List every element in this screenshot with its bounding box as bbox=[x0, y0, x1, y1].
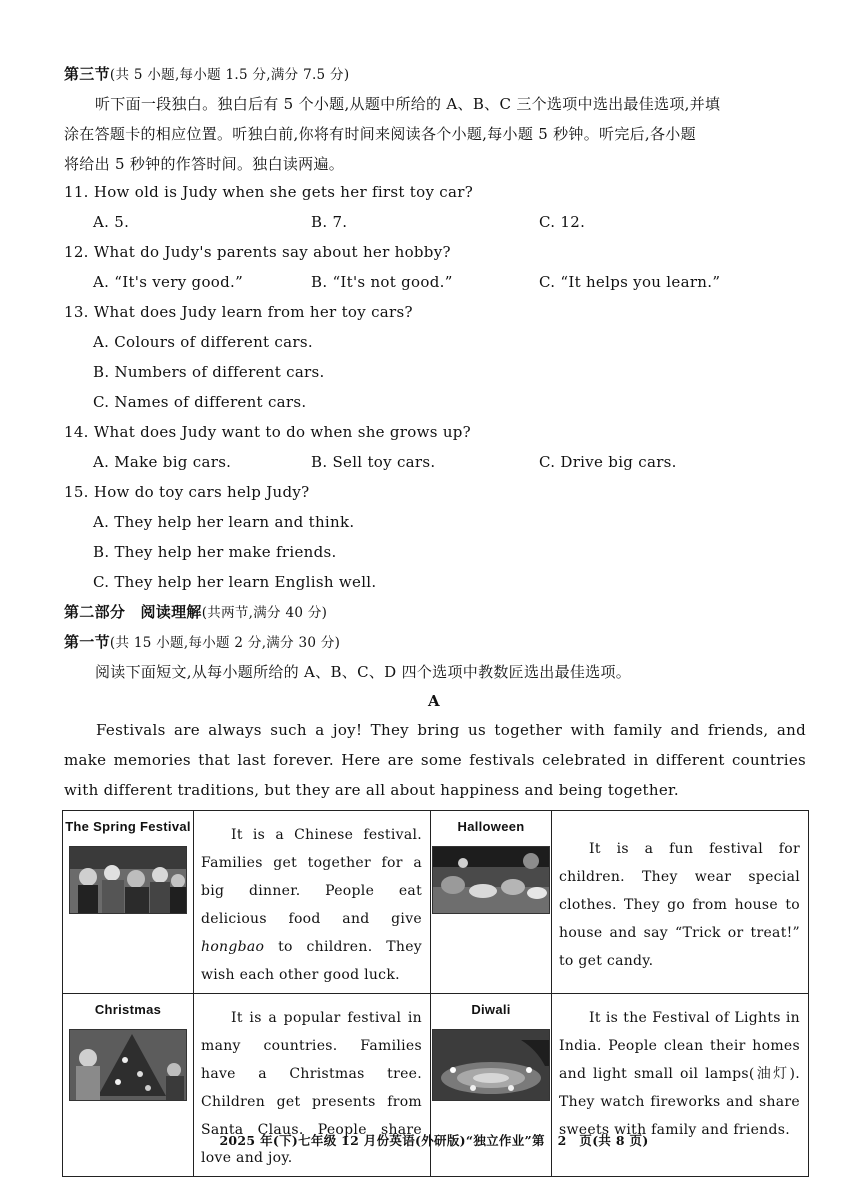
passage-text: Festivals are always such a joy! They bring us together with family and friends, and make memories that last forever. Here are some festivals celebrated in different countries with different traditions, but they are all about happiness and being together. bbox=[64, 721, 806, 799]
option-12-a[interactable]: A. “It's very good.” bbox=[93, 273, 244, 291]
option-15-b[interactable]: B. They help her make friends. bbox=[93, 543, 337, 561]
part2-section1-note: (共 15 小题,每小题 2 分,满分 30 分) bbox=[109, 635, 341, 651]
section3-heading: 第三节(共 5 小题,每小题 1.5 分,满分 7.5 分) bbox=[64, 65, 350, 83]
question-stem-14: 14. What does Judy want to do when she grows up? bbox=[64, 423, 472, 441]
christmas-photo bbox=[69, 1029, 187, 1101]
instruction-line-2: 涂在答题卡的相应位置。听独白前,你将有时间来阅读各个小题,每小题 5 秒钟。听完后,各小题 bbox=[64, 125, 696, 143]
option-13-b[interactable]: B. Numbers of different cars. bbox=[93, 363, 325, 381]
option-11-c[interactable]: C. 12. bbox=[539, 213, 586, 231]
spring-festival-photo bbox=[69, 846, 187, 914]
festival-name-spring: The Spring Festival bbox=[65, 819, 191, 834]
instruction-line-1: 听下面一段独白。独白后有 5 个小题,从题中所给的 A、B、C 三个选项中选出最佳选项,并填 bbox=[95, 95, 721, 113]
festival-cell-halloween bbox=[431, 811, 552, 994]
halloween-photo bbox=[432, 846, 550, 914]
festival-cell-christmas bbox=[63, 994, 194, 1177]
option-15-a[interactable]: A. They help her learn and think. bbox=[93, 513, 355, 531]
reading-instruction: 阅读下面短文,从每小题所给的 A、B、C、D 四个选项中教数匠选出最佳选项。 bbox=[95, 663, 632, 681]
passage-label: A bbox=[428, 692, 440, 710]
festival-table bbox=[62, 810, 809, 1177]
option-14-b[interactable]: B. Sell toy cars. bbox=[311, 453, 436, 471]
festival-desc-diwali: It is the Festival of Lights in India. People clean their homes and light small oil lamps(油灯). They watch fireworks and share sweets with family and friends. bbox=[552, 994, 809, 1177]
instruction-line-3: 将给出 5 秒钟的作答时间。独白读两遍。 bbox=[64, 155, 345, 173]
diwali-photo bbox=[432, 1029, 550, 1101]
festival-cell-diwali bbox=[431, 994, 552, 1177]
question-stem-15: 15. How do toy cars help Judy? bbox=[64, 483, 310, 501]
festival-desc-spring: It is a Chinese festival. Families get together for a big dinner. People eat delicious food and give hongbao to children. They wish each other good luck. bbox=[194, 811, 431, 994]
option-14-a[interactable]: A. Make big cars. bbox=[93, 453, 232, 471]
option-13-c[interactable]: C. Names of different cars. bbox=[93, 393, 307, 411]
option-11-a[interactable]: A. 5. bbox=[93, 213, 130, 231]
option-14-c[interactable]: C. Drive big cars. bbox=[539, 453, 677, 471]
section3-note: (共 5 小题,每小题 1.5 分,满分 7.5 分) bbox=[109, 67, 350, 83]
part2-heading: 第二部分 阅读理解(共两节,满分 40 分) bbox=[64, 603, 328, 621]
option-15-c[interactable]: C. They help her learn English well. bbox=[93, 573, 377, 591]
question-stem-13: 13. What does Judy learn from her toy cars? bbox=[64, 303, 413, 321]
part2-section1-heading: 第一节(共 15 小题,每小题 2 分,满分 30 分) bbox=[64, 633, 341, 651]
festival-desc-christmas: It is a popular festival in many countries. Families have a Christmas tree. Children get presents from Santa Claus. People share love and joy. bbox=[194, 994, 431, 1177]
festival-name-halloween: Halloween bbox=[457, 819, 525, 834]
option-12-c[interactable]: C. “It helps you learn.” bbox=[539, 273, 721, 291]
festival-cell-spring bbox=[63, 811, 194, 994]
page-footer: 2025 年(下)七年级 12 月份英语(外研版)“独立作业”第 2 页(共 8 页) bbox=[219, 1133, 649, 1148]
option-13-a[interactable]: A. Colours of different cars. bbox=[93, 333, 313, 351]
festival-name-diwali: Diwali bbox=[471, 1002, 511, 1017]
option-12-b[interactable]: B. “It's not good.” bbox=[311, 273, 453, 291]
question-stem-11: 11. How old is Judy when she gets her first toy car? bbox=[64, 183, 474, 201]
festival-desc-halloween: It is a fun festival for children. They wear special clothes. They go from house to house and say “Trick or treat!” to get candy. bbox=[552, 811, 809, 994]
part2-note: (共两节,满分 40 分) bbox=[201, 605, 328, 621]
festival-name-christmas: Christmas bbox=[94, 1002, 162, 1017]
option-11-b[interactable]: B. 7. bbox=[311, 213, 348, 231]
question-stem-12: 12. What do Judy's parents say about her hobby? bbox=[64, 243, 451, 261]
